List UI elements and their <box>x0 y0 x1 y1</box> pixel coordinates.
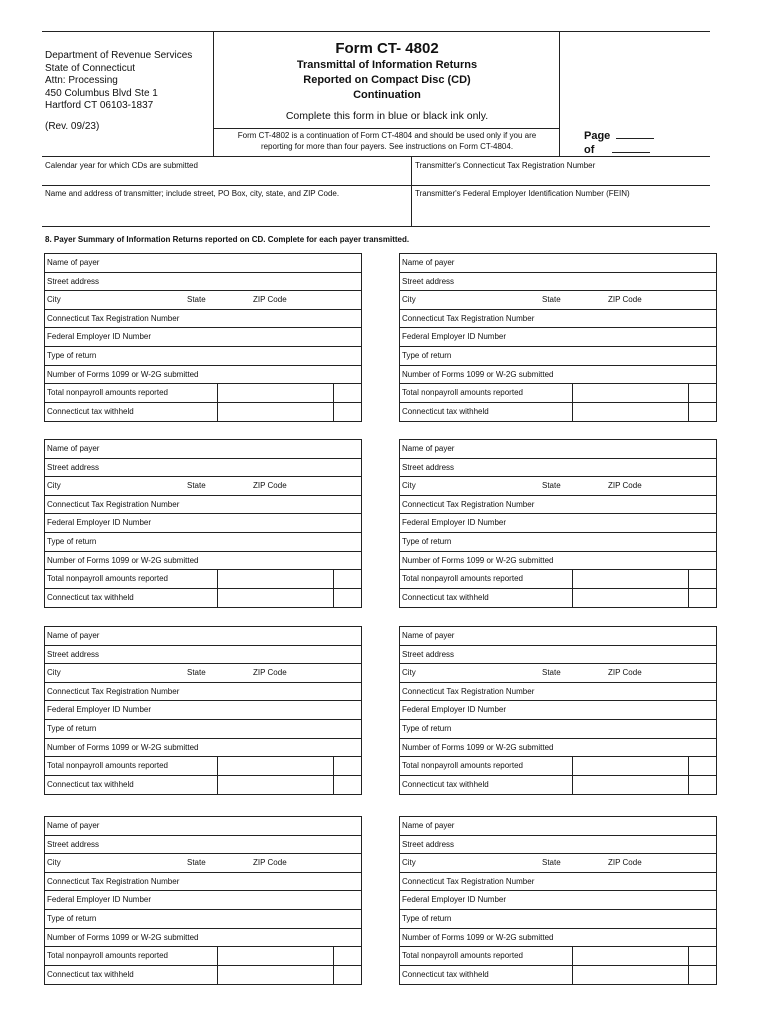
payer-street-field[interactable] <box>400 459 716 478</box>
payer-num-forms-field[interactable] <box>45 739 361 758</box>
field-label: Connecticut Tax Registration Number <box>47 876 180 886</box>
zip-label: ZIP Code <box>608 295 642 305</box>
state-label: State <box>542 295 561 305</box>
payer-type-field[interactable] <box>45 720 361 739</box>
page-field[interactable] <box>616 129 654 139</box>
of-label: of <box>584 144 595 156</box>
zip-label: ZIP Code <box>253 481 287 491</box>
cents-divider <box>688 757 689 775</box>
payer-city-field[interactable] <box>45 854 361 873</box>
field-label: Total nonpayroll amounts reported <box>402 951 523 961</box>
payer-num-forms-field[interactable] <box>45 366 361 385</box>
field-label: City <box>402 858 416 868</box>
amount-divider <box>217 570 218 588</box>
field-label: Street address <box>402 649 455 659</box>
payer-city-field[interactable] <box>400 664 716 683</box>
zip-label: ZIP Code <box>608 481 642 491</box>
field-label: Type of return <box>402 723 452 733</box>
payer-street-field[interactable] <box>45 459 361 478</box>
field-label: Type of return <box>47 536 97 546</box>
cents-divider <box>688 384 689 402</box>
field-label: Total nonpayroll amounts reported <box>402 388 523 398</box>
revision-date: (Rev. 09/23) <box>45 121 100 132</box>
payer-num-forms-field[interactable] <box>45 552 361 571</box>
field-label: Name of payer <box>402 258 455 267</box>
field-label: Number of Forms 1099 or W-2G submitted <box>47 369 199 379</box>
agency-line: State of Connecticut <box>45 62 136 74</box>
field-label: Federal Employer ID Number <box>402 895 507 905</box>
field-label: Street address <box>47 276 100 286</box>
payer-box <box>399 816 717 985</box>
transmitter-fein-label: Transmitter's Federal Employer Identification Number (FEIN) <box>415 189 630 198</box>
payer-withheld-field[interactable] <box>45 403 361 422</box>
field-label: Connecticut tax withheld <box>402 592 489 602</box>
payer-name-field[interactable] <box>45 254 361 273</box>
payer-withheld-field[interactable] <box>45 966 361 985</box>
field-label: Type of return <box>402 350 452 360</box>
field-label: Street address <box>402 839 455 849</box>
payer-ct-reg-field[interactable] <box>400 496 716 515</box>
payer-name-field[interactable] <box>400 440 716 459</box>
field-label: Total nonpayroll amounts reported <box>47 761 168 771</box>
field-label: City <box>47 858 61 868</box>
payer-type-field[interactable] <box>45 347 361 366</box>
payer-num-forms-field[interactable] <box>400 366 716 385</box>
cents-divider <box>333 947 334 965</box>
payer-street-field[interactable] <box>45 646 361 665</box>
page-label: Page <box>584 130 611 142</box>
cents-divider <box>688 403 689 422</box>
subtitle-line: Continuation <box>353 89 421 101</box>
amount-divider <box>572 776 573 795</box>
agency-line: Department of Revenue Services <box>45 50 193 61</box>
payer-num-forms-field[interactable] <box>400 929 716 948</box>
zip-label: ZIP Code <box>253 858 287 868</box>
payer-type-field[interactable] <box>400 910 716 929</box>
payer-fein-field[interactable] <box>45 891 361 910</box>
ink-instruction: Complete this form in blue or black ink only. <box>285 110 489 122</box>
field-label: City <box>402 481 416 491</box>
field-label: Connecticut Tax Registration Number <box>402 686 535 696</box>
field-label: Connecticut Tax Registration Number <box>402 876 535 886</box>
payer-withheld-field[interactable] <box>45 589 361 608</box>
payer-fein-field[interactable] <box>400 891 716 910</box>
amount-divider <box>572 384 573 402</box>
field-label: Type of return <box>402 536 452 546</box>
cents-divider <box>688 966 689 985</box>
payer-fein-field[interactable] <box>45 328 361 347</box>
field-label: Connecticut Tax Registration Number <box>47 313 180 323</box>
payer-type-field[interactable] <box>400 720 716 739</box>
cents-divider <box>688 776 689 795</box>
calendar-year-label: Calendar year for which CDs are submitted <box>45 161 198 170</box>
payer-ct-reg-field[interactable] <box>45 873 361 892</box>
payer-name-field[interactable] <box>45 817 361 836</box>
field-label: Name of payer <box>402 821 455 830</box>
field-label: Street address <box>402 276 455 286</box>
payer-box <box>44 253 362 422</box>
payer-fein-field[interactable] <box>400 514 716 533</box>
field-label: Connecticut tax withheld <box>47 406 134 416</box>
of-field[interactable] <box>612 143 650 153</box>
amount-divider <box>572 966 573 985</box>
note-line: reporting for more than four payers. See instructions on Form CT-4804. <box>260 141 514 151</box>
field-label: Connecticut tax withheld <box>47 592 134 602</box>
payer-street-field[interactable] <box>400 836 716 855</box>
amount-divider <box>217 776 218 795</box>
cents-divider <box>688 947 689 965</box>
field-label: Type of return <box>47 913 97 923</box>
payer-city-field[interactable] <box>45 664 361 683</box>
field-label: Total nonpayroll amounts reported <box>402 574 523 584</box>
payer-city-field[interactable] <box>400 854 716 873</box>
field-label: Federal Employer ID Number <box>47 332 152 342</box>
payer-type-field[interactable] <box>400 533 716 552</box>
field-label: Name of payer <box>402 444 455 453</box>
payer-num-forms-field[interactable] <box>400 739 716 758</box>
payer-name-field[interactable] <box>45 627 361 646</box>
amount-divider <box>217 589 218 608</box>
field-label: Total nonpayroll amounts reported <box>47 951 168 961</box>
payer-fein-field[interactable] <box>400 701 716 720</box>
field-label: Total nonpayroll amounts reported <box>47 574 168 584</box>
field-label: Connecticut tax withheld <box>47 779 134 789</box>
cents-divider <box>333 384 334 402</box>
state-label: State <box>542 858 561 868</box>
amount-divider <box>572 947 573 965</box>
payer-withheld-field[interactable] <box>400 403 716 422</box>
cents-divider <box>333 776 334 795</box>
payer-nonpayroll-field[interactable] <box>45 570 361 589</box>
payer-type-field[interactable] <box>45 910 361 929</box>
payer-nonpayroll-field[interactable] <box>400 757 716 776</box>
transmitter-ct-reg-label: Transmitter's Connecticut Tax Registration Number <box>415 161 596 170</box>
payer-type-field[interactable] <box>45 533 361 552</box>
field-label: Connecticut Tax Registration Number <box>47 499 180 509</box>
zip-label: ZIP Code <box>253 295 287 305</box>
field-label: Federal Employer ID Number <box>402 705 507 715</box>
payer-nonpayroll-field[interactable] <box>400 947 716 966</box>
payer-fein-field[interactable] <box>45 514 361 533</box>
payer-nonpayroll-field[interactable] <box>45 947 361 966</box>
form-title: Form CT- 4802 <box>335 40 439 57</box>
agency-line: Hartford CT 06103-1837 <box>45 100 154 112</box>
field-label: Number of Forms 1099 or W-2G submitted <box>402 742 554 752</box>
payer-nonpayroll-field[interactable] <box>400 384 716 403</box>
field-label: Name of payer <box>402 631 455 640</box>
field-label: Connecticut tax withheld <box>47 969 134 979</box>
payer-city-field[interactable] <box>45 291 361 310</box>
field-label: City <box>47 668 61 678</box>
payer-withheld-field[interactable] <box>400 776 716 795</box>
agency-line: Attn: Processing <box>45 75 118 87</box>
transmitter-name-address-label: Name and address of transmitter; include street, PO Box, city, state, and ZIP Code. <box>45 189 340 198</box>
payer-box <box>399 253 717 422</box>
payer-type-field[interactable] <box>400 347 716 366</box>
payer-box <box>399 626 717 795</box>
field-label: Number of Forms 1099 or W-2G submitted <box>402 932 554 942</box>
field-label: City <box>47 481 61 491</box>
payer-street-field[interactable] <box>45 836 361 855</box>
payer-city-field[interactable] <box>400 291 716 310</box>
payer-city-field[interactable] <box>400 477 716 496</box>
payer-ct-reg-field[interactable] <box>45 496 361 515</box>
cents-divider <box>333 589 334 608</box>
state-label: State <box>542 668 561 678</box>
payer-ct-reg-field[interactable] <box>400 683 716 702</box>
payer-name-field[interactable] <box>400 627 716 646</box>
payer-nonpayroll-field[interactable] <box>400 570 716 589</box>
cents-divider <box>333 403 334 422</box>
amount-divider <box>217 403 218 422</box>
payer-name-field[interactable] <box>400 254 716 273</box>
field-label: Name of payer <box>47 258 100 267</box>
continuation-note <box>215 131 559 152</box>
payer-nonpayroll-field[interactable] <box>45 384 361 403</box>
form-subtitle <box>215 58 559 103</box>
section-8-heading: 8. Payer Summary of Information Returns reported on CD. Complete for each payer transmitted. <box>45 235 410 244</box>
payer-street-field[interactable] <box>45 273 361 292</box>
note-line: Form CT-4802 is a continuation of Form CT-4804 and should be used only if you are <box>237 131 537 140</box>
field-label: Federal Employer ID Number <box>402 332 507 342</box>
state-label: State <box>187 481 206 491</box>
payer-box <box>399 439 717 608</box>
field-label: Number of Forms 1099 or W-2G submitted <box>47 742 199 752</box>
subtitle-line: Transmittal of Information Returns <box>296 59 478 71</box>
field-label: Federal Employer ID Number <box>402 518 507 528</box>
payer-withheld-field[interactable] <box>45 776 361 795</box>
payer-box <box>44 816 362 985</box>
field-label: Federal Employer ID Number <box>47 705 152 715</box>
zip-label: ZIP Code <box>608 858 642 868</box>
payer-num-forms-field[interactable] <box>400 552 716 571</box>
payer-withheld-field[interactable] <box>400 966 716 985</box>
field-label: Number of Forms 1099 or W-2G submitted <box>402 369 554 379</box>
zip-label: ZIP Code <box>608 668 642 678</box>
field-label: Total nonpayroll amounts reported <box>402 761 523 771</box>
field-label: Connecticut Tax Registration Number <box>402 499 535 509</box>
payer-nonpayroll-field[interactable] <box>45 757 361 776</box>
cents-divider <box>333 570 334 588</box>
state-label: State <box>187 858 206 868</box>
field-label: Street address <box>402 462 455 472</box>
field-label: Federal Employer ID Number <box>47 895 152 905</box>
zip-label: ZIP Code <box>253 668 287 678</box>
payer-name-field[interactable] <box>400 817 716 836</box>
amount-divider <box>217 384 218 402</box>
payer-box <box>44 626 362 795</box>
cents-divider <box>333 966 334 985</box>
payer-ct-reg-field[interactable] <box>400 873 716 892</box>
field-label: Street address <box>47 839 100 849</box>
payer-fein-field[interactable] <box>45 701 361 720</box>
state-label: State <box>187 295 206 305</box>
field-label: Type of return <box>402 913 452 923</box>
payer-name-field[interactable] <box>45 440 361 459</box>
payer-street-field[interactable] <box>400 273 716 292</box>
payer-withheld-field[interactable] <box>400 589 716 608</box>
amount-divider <box>572 757 573 775</box>
amount-divider <box>217 757 218 775</box>
cents-divider <box>333 757 334 775</box>
field-label: Type of return <box>47 350 97 360</box>
state-label: State <box>542 481 561 491</box>
payer-ct-reg-field[interactable] <box>45 683 361 702</box>
field-label: Connecticut tax withheld <box>402 406 489 416</box>
subtitle-line: Reported on Compact Disc (CD) <box>303 74 471 86</box>
field-label: Connecticut Tax Registration Number <box>47 686 180 696</box>
field-label: Name of payer <box>47 444 100 453</box>
field-label: Number of Forms 1099 or W-2G submitted <box>402 555 554 565</box>
payer-ct-reg-field[interactable] <box>400 310 716 329</box>
field-label: Total nonpayroll amounts reported <box>47 388 168 398</box>
field-label: Type of return <box>47 723 97 733</box>
payer-street-field[interactable] <box>400 646 716 665</box>
field-label: Name of payer <box>47 821 100 830</box>
field-label: Connecticut tax withheld <box>402 779 489 789</box>
field-label: Connecticut tax withheld <box>402 969 489 979</box>
amount-divider <box>217 947 218 965</box>
field-label: City <box>47 295 61 305</box>
cents-divider <box>688 589 689 608</box>
field-label: Street address <box>47 649 100 659</box>
page-number <box>584 129 654 157</box>
field-label: Federal Employer ID Number <box>47 518 152 528</box>
amount-divider <box>217 966 218 985</box>
field-label: Street address <box>47 462 100 472</box>
field-label: Number of Forms 1099 or W-2G submitted <box>47 932 199 942</box>
payer-fein-field[interactable] <box>400 328 716 347</box>
field-label: City <box>402 668 416 678</box>
field-label: Number of Forms 1099 or W-2G submitted <box>47 555 199 565</box>
cents-divider <box>688 570 689 588</box>
payer-ct-reg-field[interactable] <box>45 310 361 329</box>
agency-address <box>45 50 192 113</box>
amount-divider <box>572 403 573 422</box>
payer-num-forms-field[interactable] <box>45 929 361 948</box>
state-label: State <box>187 668 206 678</box>
agency-line: 450 Columbus Blvd Ste 1 <box>45 87 158 99</box>
field-label: Name of payer <box>47 631 100 640</box>
payer-city-field[interactable] <box>45 477 361 496</box>
amount-divider <box>572 589 573 608</box>
payer-box <box>44 439 362 608</box>
field-label: Connecticut Tax Registration Number <box>402 313 535 323</box>
field-label: City <box>402 295 416 305</box>
amount-divider <box>572 570 573 588</box>
